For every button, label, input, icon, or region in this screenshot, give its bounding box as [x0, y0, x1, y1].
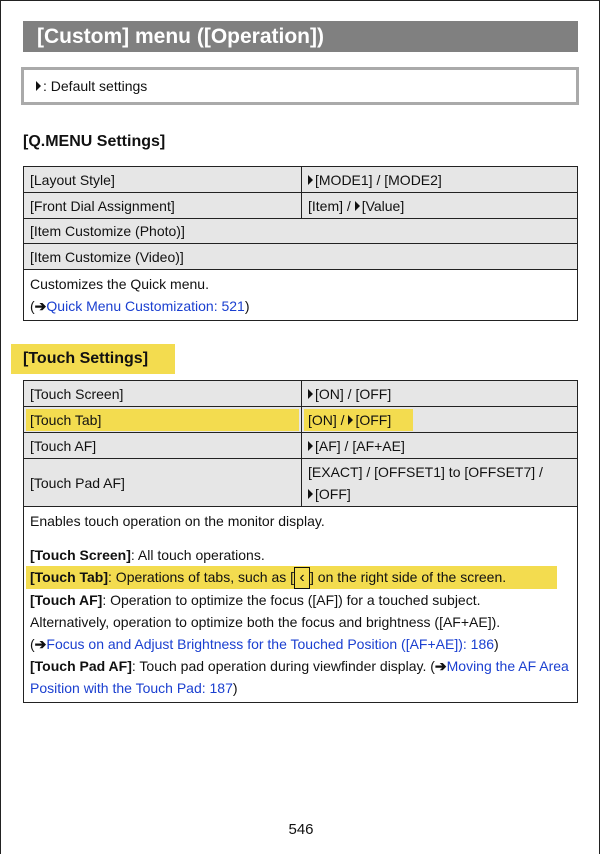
item-options: [Item] / [Value] [302, 193, 578, 219]
table-row [24, 433, 578, 459]
item-name: [Touch AF] [24, 433, 302, 459]
default-marker-icon [36, 81, 41, 91]
page-number: 546 [288, 821, 314, 838]
touch-pad-link[interactable]: Moving the AF Area Position with the Touch Pad: 187 [30, 658, 569, 697]
table-row [24, 167, 578, 193]
table-row [24, 270, 578, 321]
table-row [24, 244, 578, 270]
item-name: [Touch Pad AF] [24, 459, 302, 507]
touch-heading: [Touch Settings] [11, 344, 175, 374]
table-row [24, 459, 578, 507]
touch-af-link[interactable]: Focus on and Adjust Brightness for the Touched Position ([AF+AE]): 186 [46, 636, 495, 653]
item-options: [MODE1] / [MODE2] [302, 167, 578, 193]
default-settings-note [21, 67, 579, 105]
table-row [24, 219, 578, 244]
item-name: [Item Customize (Video)] [24, 244, 578, 270]
item-options: [EXACT] / [OFFSET1] to [OFFSET7] / [OFF] [302, 459, 578, 507]
item-name: [Front Dial Assignment] [24, 193, 302, 219]
table-row [24, 507, 578, 703]
table-row [24, 381, 578, 407]
item-name: [Item Customize (Photo)] [24, 219, 578, 244]
default-marker-icon [308, 489, 313, 499]
item-options: [ON] / [OFF] [302, 407, 578, 433]
item-options: [ON] / [OFF] [302, 381, 578, 407]
touch-table [23, 380, 578, 703]
page-title: [Custom] menu ([Operation]) [23, 21, 578, 52]
qmenu-table [23, 166, 578, 321]
default-marker-icon [308, 441, 313, 451]
item-name: [Touch Tab] [24, 407, 302, 433]
default-marker-icon [355, 201, 360, 211]
quick-menu-link[interactable]: Quick Menu Customization: 521 [46, 298, 245, 314]
description: Customizes the Quick menu. (➔Quick Menu Customization: 521) [24, 270, 578, 321]
default-marker-icon [308, 175, 313, 185]
tab-chevron-left-icon: ‹ [294, 567, 310, 589]
description: Enables touch operation on the monitor display. [Touch Screen]: All touch operations. [Touch Tab]: Operations of tabs, such as [ ‹ ] on the right side of the screen. [Touch AF]: Operation to optimize the focus ([AF]) for a touched subject. Alternatively, operation to optimize both the focus and brightness ([AF+AE]). (➔Focus on and Adjust Brightness for the Touched Position ([AF+AE]): 186) [Touch Pad AF]: Touch pad operation during viewfinder display. (➔Moving the AF Area Position with the Touch Pad: 187) [24, 507, 578, 703]
item-name: [Layout Style] [24, 167, 302, 193]
default-marker-icon [308, 389, 313, 399]
default-marker-icon [348, 415, 353, 425]
qmenu-heading: [Q.MENU Settings] [23, 133, 166, 150]
default-note-text: : Default settings [43, 78, 148, 94]
item-name: [Touch Screen] [24, 381, 302, 407]
table-row [24, 193, 578, 219]
item-options: [AF] / [AF+AE] [302, 433, 578, 459]
table-row [24, 407, 578, 433]
